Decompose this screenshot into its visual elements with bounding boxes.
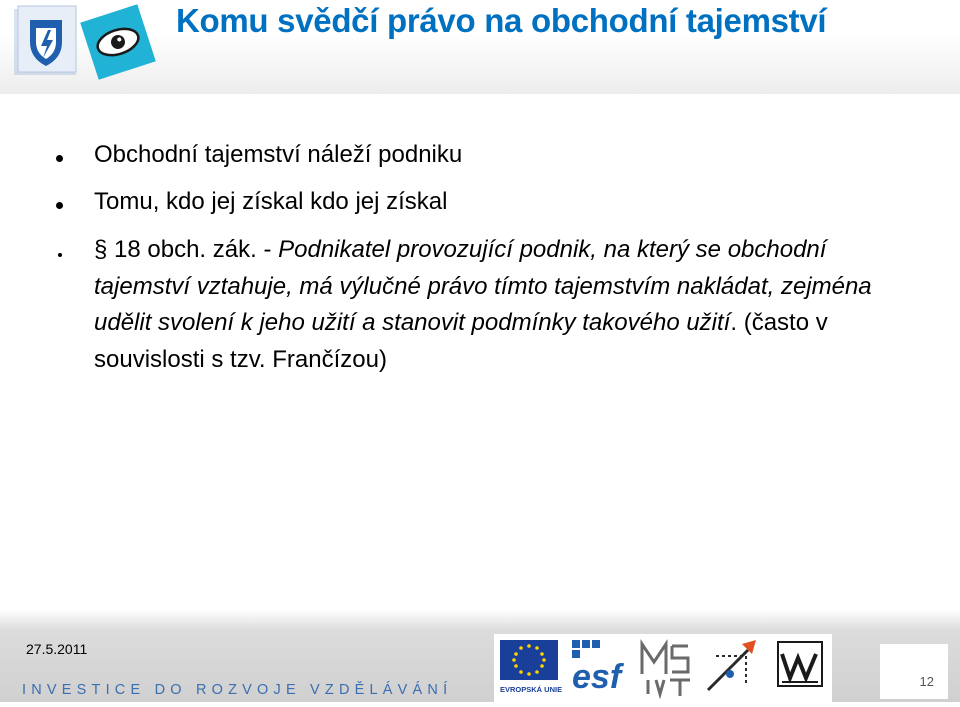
- page-title: Komu svědčí právo na obchodní tajemství: [176, 2, 827, 39]
- bullet-text: Tomu, kdo jej získal kdo jej získal: [94, 188, 448, 215]
- law-quote: Podnikatel provozující podnik, na který se obchodní tajemství vztahuje, má výlučné právo tímto tajemstvím nakládat, zejména udělit svolení k jeho užití a stanovit podmínky takového užití: [94, 236, 872, 336]
- date-label: 27.5.2011: [26, 641, 88, 657]
- slide-footer: [0, 610, 960, 702]
- eu-flag-icon: [500, 640, 562, 694]
- institution-logo-icon: [778, 642, 822, 686]
- page-number: 12: [919, 674, 934, 689]
- bullet-text: Obchodní tajemství náleží podniku: [94, 141, 463, 168]
- law-reference: § 18 obch. zák. -: [94, 236, 279, 263]
- funding-logos-graphic: [494, 634, 832, 702]
- esf-logo-icon: [572, 640, 625, 696]
- law-note: . (často v souvislosti s tzv. Frančízou): [94, 309, 828, 373]
- bullet-dot: [56, 202, 63, 209]
- msmt-logo-icon: [642, 644, 690, 696]
- bullet-dot: [56, 155, 63, 162]
- bullet-dot: [58, 253, 62, 257]
- slogan: INVESTICE DO ROZVOJE VZDĚLÁVÁNÍ: [22, 682, 453, 698]
- funding-logos: [494, 634, 832, 702]
- eu-label: EVROPSKÁ UNIE: [500, 685, 563, 694]
- op-vk-logo-icon: [708, 640, 756, 690]
- esf-label: esf: [572, 658, 622, 696]
- law-quote-paragraph: [94, 232, 894, 378]
- page-number-box: [880, 644, 948, 699]
